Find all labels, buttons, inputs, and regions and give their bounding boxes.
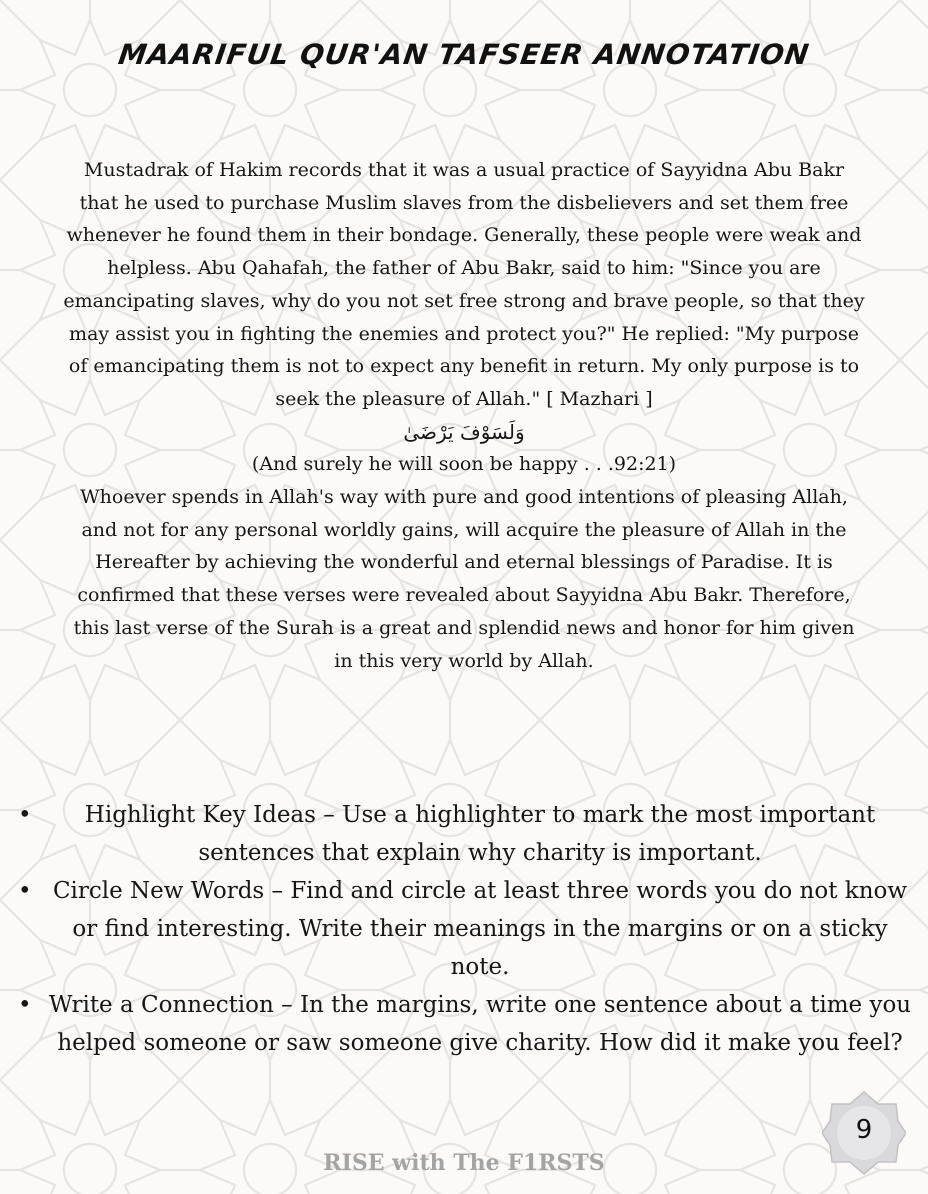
- passage-paragraph-1: Mustadrak of Hakim records that it was a usual practice of Sayyidna Abu Bakr that he used to purchase Muslim slaves from the disbelievers and set them free whenever he found them in their bondage. Generally, these people were weak and helpless. Abu Qahafah, the father of Abu Bakr, said to him: "Since you are emancipating slaves, why do you not set free strong and brave people, so that they may assist you in fighting the enemies and protect you?" He replied: "My purpose of emancipating them is not to expect any benefit in return. My only purpose is to seek the pleasure of Allah." [ Mazhari ]: [63, 159, 865, 410]
- task-text: Circle New Words – Find and circle at least three words you do not know or find interesting. Write their meanings in the margins or on a sticky note.: [52, 878, 908, 980]
- task-item: [14, 872, 914, 986]
- page-title: MAARIFUL QUR'AN TAFSEER ANNOTATION: [116, 38, 812, 71]
- verse-translation: (And surely he will soon be happy . . .92:21): [251, 453, 677, 476]
- bullet-icon: •: [18, 992, 32, 1018]
- annotation-task-list: [14, 796, 914, 1062]
- tafseer-passage: [62, 154, 866, 677]
- bullet-icon: •: [18, 802, 32, 828]
- page-number: 9: [855, 1115, 873, 1145]
- footer-brand: RISE with The F1RSTS: [323, 1150, 605, 1176]
- task-item: [14, 796, 914, 872]
- task-text: Write a Connection – In the margins, write one sentence about a time you helped someone or saw someone give charity. How did it make you feel?: [48, 992, 912, 1056]
- task-item: [14, 986, 914, 1062]
- arabic-verse: وَلَسَوْفَ يَرْضَىٰ: [403, 419, 525, 444]
- task-text: Highlight Key Ideas – Use a highlighter to mark the most important sentences that explain why charity is important.: [84, 802, 876, 866]
- passage-paragraph-2: Whoever spends in Allah's way with pure and good intentions of pleasing Allah, and not for any personal worldly gains, will acquire the pleasure of Allah in the Hereafter by achieving the wonderful and eternal blessings of Paradise. It is confirmed that these verses were revealed about Sayyidna Abu Bakr. Therefore, this last verse of the Surah is a great and splendid news and honor for him given in this very world by Allah.: [73, 486, 855, 672]
- bullet-icon: •: [18, 878, 32, 904]
